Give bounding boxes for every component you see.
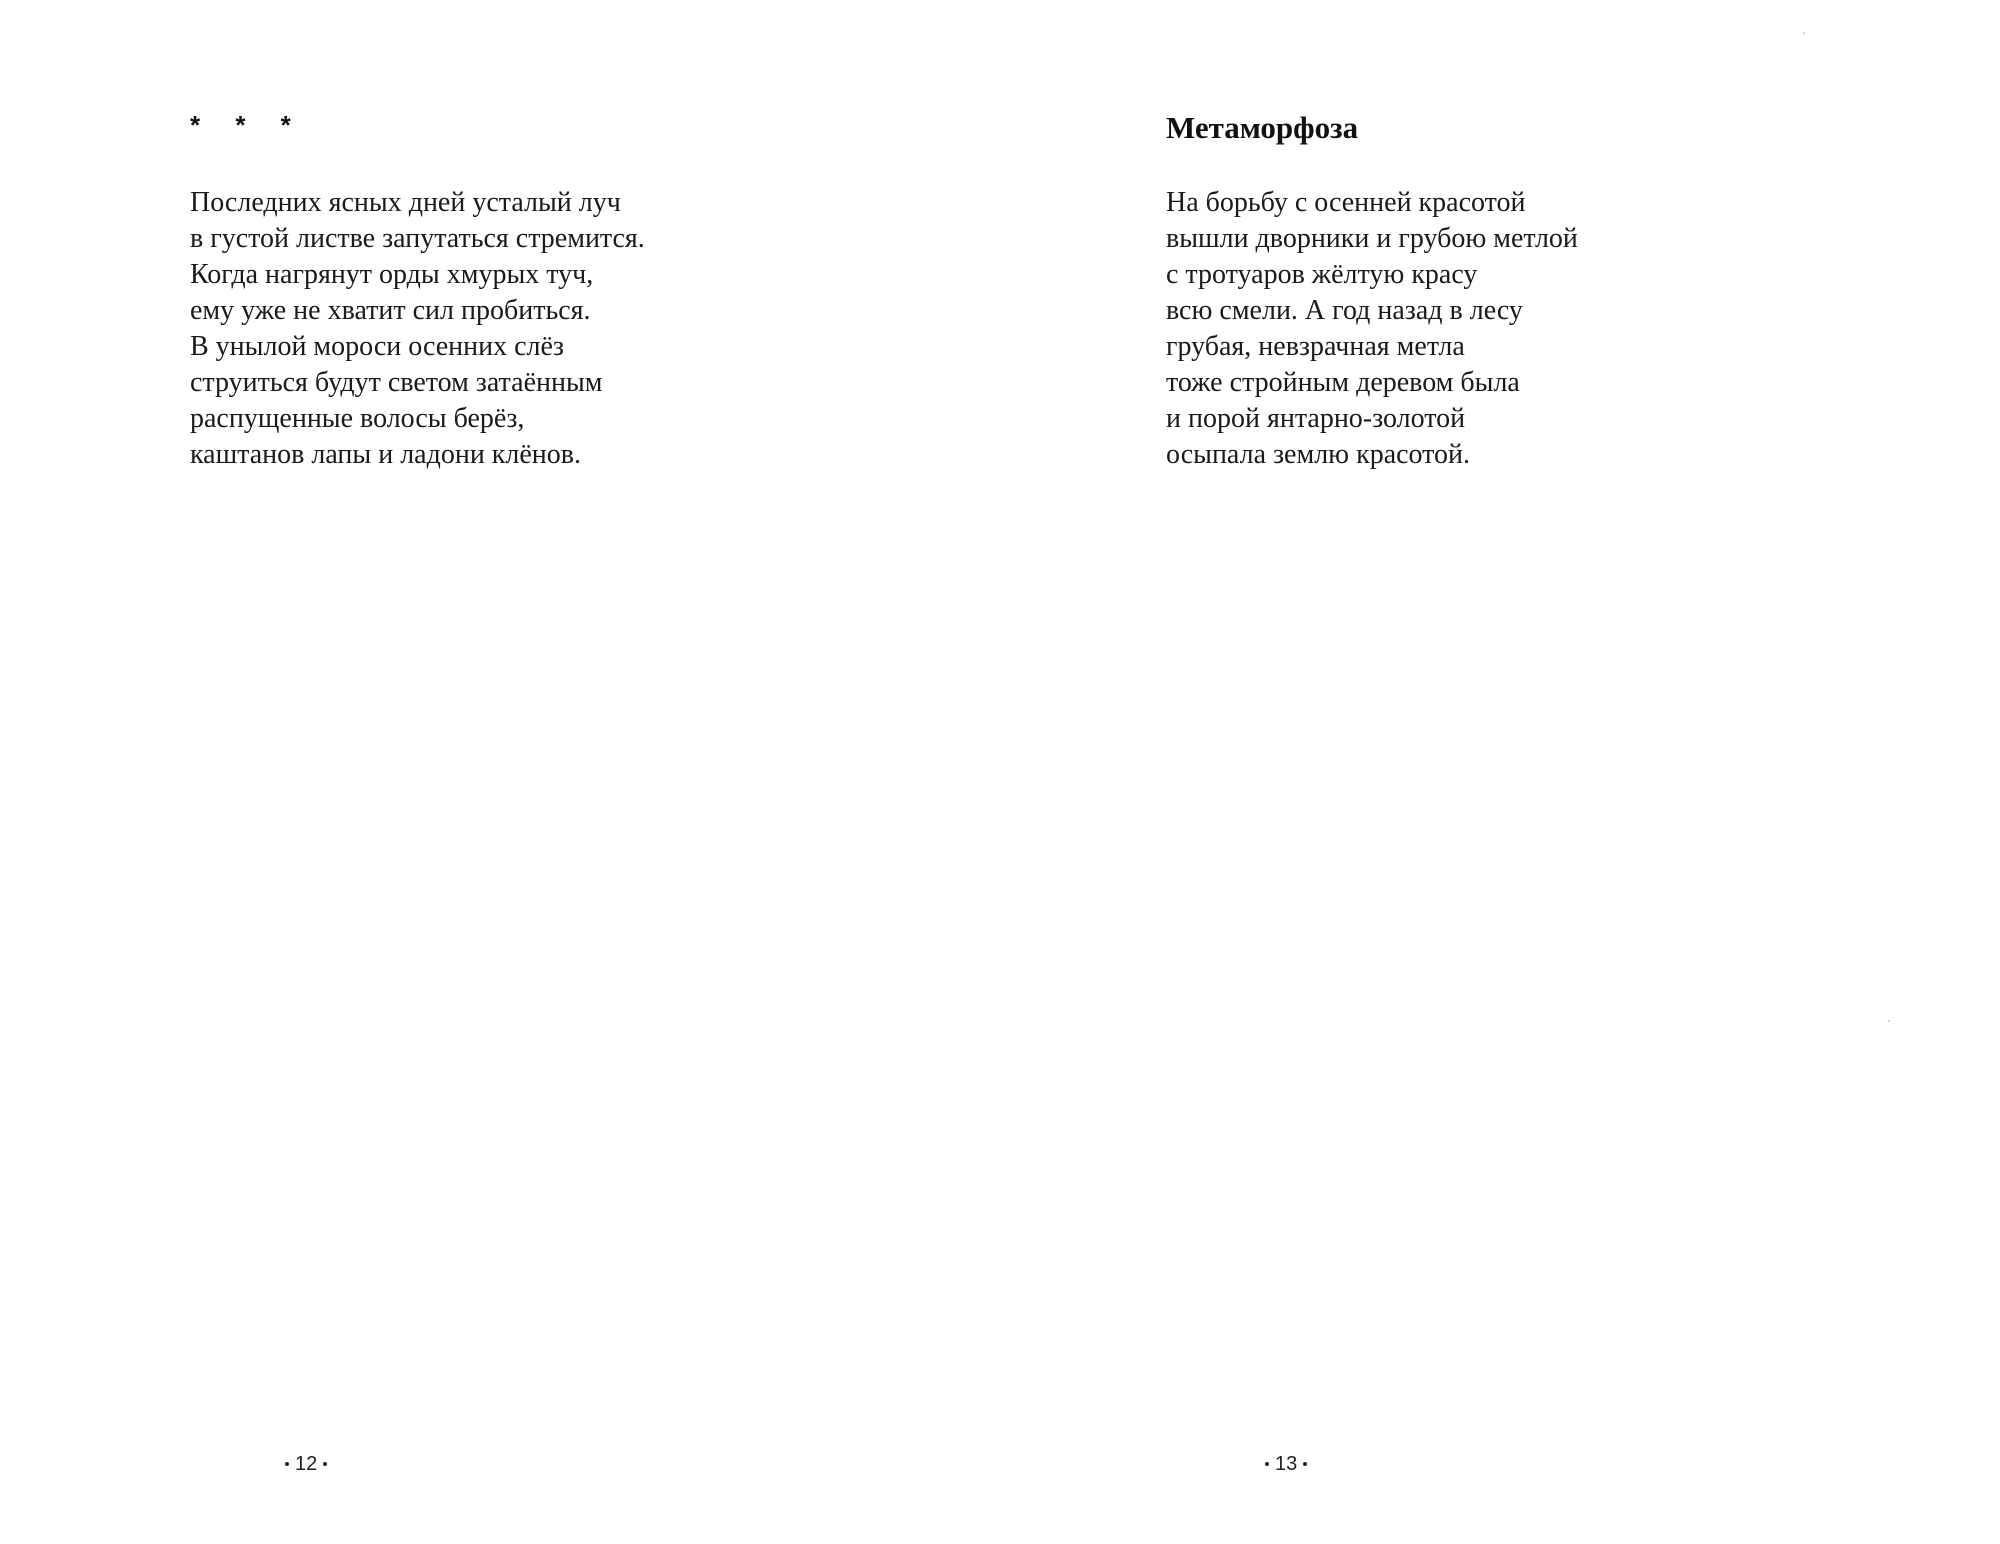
verse-line: В унылой мороси осенних слёз — [190, 331, 564, 362]
verse-line: тоже стройным деревом была — [1166, 367, 1520, 398]
verse-line: в густой листве запутаться стремится. — [190, 223, 645, 254]
scan-speck — [1888, 1020, 1890, 1022]
verse-line: всю смели. А год назад в лесу — [1166, 295, 1523, 326]
page-number — [1265, 1452, 1307, 1476]
folio-dot — [1265, 1462, 1269, 1466]
verse-line: вышли дворники и грубою метлой — [1166, 223, 1578, 254]
verse-line: грубая, невзрачная метла — [1166, 331, 1465, 362]
verse-line: Когда нагрянут орды хмурых туч, — [190, 259, 594, 290]
verse-line: каштанов лапы и ладони клёнов. — [190, 439, 582, 470]
verse-line: и порой янтарно-золотой — [1166, 403, 1466, 434]
folio-dot — [323, 1462, 327, 1466]
poem-title: Метаморфоза — [1166, 110, 1359, 145]
page-number-text: 12 — [295, 1453, 318, 1475]
verse-line: распущенные волосы берёз, — [190, 403, 525, 434]
page-number — [285, 1452, 327, 1476]
folio-dot — [285, 1462, 289, 1466]
asterism-heading: * * * — [190, 110, 305, 140]
folio-dot — [1303, 1462, 1307, 1466]
verse-line: ему уже не хватит сил пробиться. — [190, 295, 591, 326]
poem-verse — [190, 185, 645, 473]
verse-line: Последних ясных дней усталый луч — [190, 187, 621, 218]
scan-speck — [1803, 32, 1805, 34]
right-page — [1000, 0, 2000, 1544]
verse-line: осыпала землю красотой. — [1166, 439, 1471, 470]
poem-verse — [1166, 185, 1578, 473]
page-number-text: 13 — [1275, 1453, 1298, 1475]
verse-line: На борьбу с осенней красотой — [1166, 187, 1526, 218]
verse-line: струиться будут светом затаённым — [190, 367, 603, 398]
verse-line: с тротуаров жёлтую красу — [1166, 259, 1478, 290]
